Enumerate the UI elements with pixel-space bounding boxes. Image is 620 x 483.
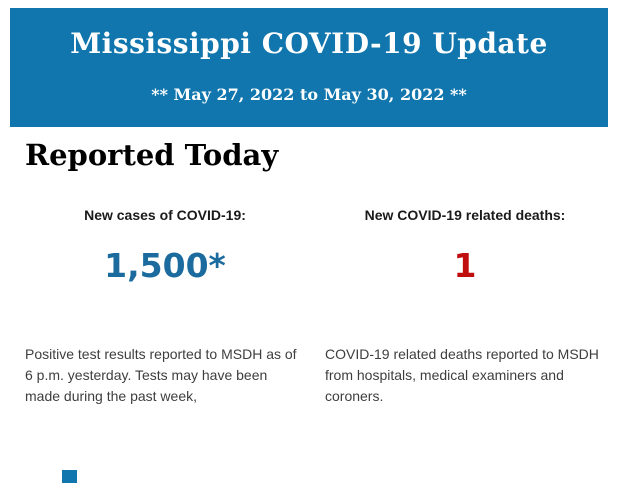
new-cases-description: Positive test results reported to MSDH as of 6 p.m. yesterday. Tests may have been made during the past week,: [25, 346, 297, 404]
new-cases-label: New cases of COVID-19:: [84, 207, 246, 223]
stat-new-cases: [25, 207, 305, 407]
section-title: Reported Today: [25, 138, 279, 172]
partial-footer-icon[interactable]: [62, 470, 77, 483]
page-title: Mississippi COVID-19 Update: [70, 27, 548, 60]
header-banner: [10, 8, 608, 127]
new-deaths-label: New COVID-19 related deaths:: [364, 207, 566, 223]
date-range: ** May 27, 2022 to May 30, 2022 **: [151, 85, 467, 104]
new-cases-value: 1,500*: [104, 246, 226, 285]
stat-new-deaths: [325, 207, 605, 407]
stats-grid: [25, 207, 605, 407]
new-deaths-value: 1: [453, 246, 477, 285]
new-deaths-description: COVID-19 related deaths reported to MSDH from hospitals, medical examiners and coroners.: [325, 346, 599, 404]
